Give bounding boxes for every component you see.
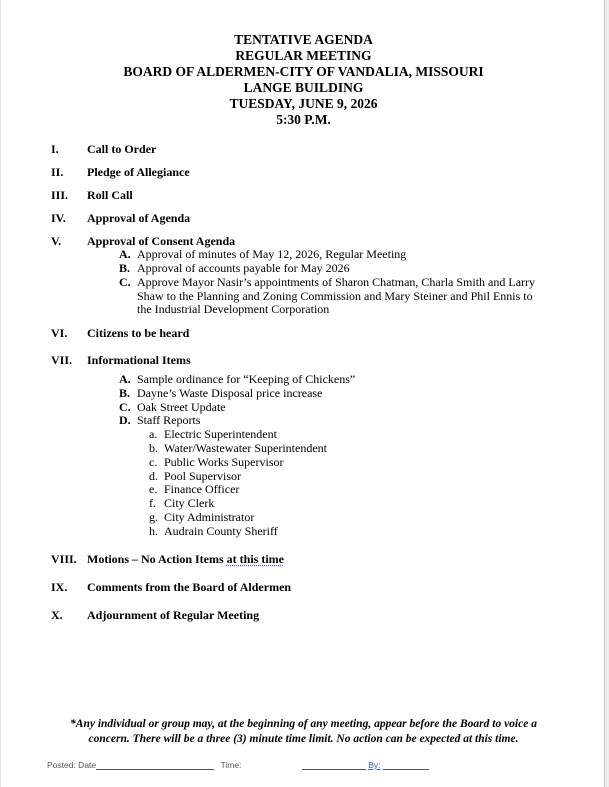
sub-text: Approve Mayor Nasir’s appointments of Sharon Chatman, Charla Smith and Larry Shaw to the Planning and Zoning Commission and Mary Steiner and Phil Ennis to the Industrial Development Corporation	[137, 275, 536, 317]
sub-letter: e.	[149, 482, 158, 496]
sub-text: Sample ordinance for “Keeping of Chickens”	[137, 372, 356, 386]
item-number: IV.	[51, 211, 66, 225]
header-board: BOARD OF ALDERMEN-CITY OF VANDALIA, MISSOURI	[123, 64, 484, 79]
agenda-item-adjournment	[51, 608, 259, 622]
sub-text: Pool Supervisor	[164, 469, 242, 483]
agenda-item-consent-agenda	[51, 234, 235, 248]
item-label: Approval of Consent Agenda	[87, 234, 236, 248]
item-number: III.	[51, 188, 69, 202]
sub-text: Audrain County Sheriff	[164, 524, 278, 538]
public-comment-note	[1, 717, 606, 746]
item-label: Pledge of Allegiance	[87, 165, 190, 179]
staff-report-item	[149, 456, 283, 470]
sub-letter: a.	[149, 427, 158, 441]
item-number: II.	[51, 165, 64, 179]
item-label: Roll Call	[87, 188, 133, 202]
consent-item-a	[119, 248, 559, 262]
sub-text: Approval of accounts payable for May 2026	[137, 261, 350, 275]
header-meeting-type: REGULAR MEETING	[235, 48, 372, 63]
sub-letter: C.	[119, 400, 131, 414]
posted-by-blank	[383, 760, 429, 770]
sub-letter: A.	[119, 372, 131, 386]
sub-letter: f.	[149, 496, 156, 510]
item-label: Comments from the Board of Aldermen	[87, 580, 292, 594]
posted-by-label: By:	[368, 760, 381, 770]
sub-text: Water/Wastewater Superintendent	[164, 441, 328, 455]
window-edge	[605, 0, 609, 787]
info-item-d	[119, 414, 559, 428]
sub-text: Staff Reports	[137, 413, 201, 427]
agenda-header	[1, 32, 606, 128]
item-label: Citizens to be heard	[87, 326, 190, 340]
sub-letter: c.	[149, 455, 158, 469]
sub-letter: D.	[119, 413, 131, 427]
staff-report-item	[149, 525, 278, 539]
consent-item-c	[119, 276, 549, 317]
agenda-item-comments	[51, 580, 291, 594]
item-number: X.	[51, 608, 63, 622]
staff-report-item	[149, 511, 254, 525]
staff-report-item	[149, 497, 214, 511]
sub-text: Electric Superintendent	[164, 427, 277, 441]
header-location: LANGE BUILDING	[243, 80, 364, 95]
header-date: TUESDAY, JUNE 9, 2026	[229, 96, 378, 111]
header-title: TENTATIVE AGENDA	[234, 32, 373, 47]
sub-letter: A.	[119, 247, 131, 261]
item-number: V.	[51, 234, 62, 248]
sub-letter: B.	[119, 261, 131, 275]
sub-text: City Administrator	[164, 510, 255, 524]
header-time: 5:30 P.M.	[276, 112, 331, 127]
item-number: I.	[51, 142, 59, 156]
item-label: Approval of Agenda	[87, 211, 191, 225]
consent-item-b	[119, 262, 559, 276]
info-item-b	[119, 387, 559, 401]
sub-text: Oak Street Update	[137, 400, 226, 414]
agenda-item-motions	[51, 552, 284, 566]
item-label: Adjournment of Regular Meeting	[87, 608, 260, 622]
posted-date-label: Posted: Date	[47, 760, 97, 770]
posted-time-blank	[302, 760, 366, 770]
note-line-1: *Any individual or group may, at the beginning of any meeting, appear before the Board to voice a	[70, 718, 537, 730]
item-label: Informational Items	[87, 353, 191, 367]
sub-letter: g.	[149, 510, 158, 524]
sub-letter: h.	[149, 524, 158, 538]
agenda-item-approval-agenda	[51, 211, 190, 225]
sub-letter: d.	[149, 469, 158, 483]
item-label-spellcheck: at this time	[226, 552, 284, 566]
item-label: Motions – No Action Items	[87, 552, 227, 566]
agenda-item-informational	[51, 353, 191, 367]
staff-report-item	[149, 442, 327, 456]
agenda-item-citizens	[51, 326, 189, 340]
staff-report-item	[149, 483, 239, 497]
posted-line	[47, 760, 429, 770]
sub-letter: C.	[119, 275, 131, 289]
sub-text: City Clerk	[164, 496, 215, 510]
sub-text: Finance Officer	[164, 482, 240, 496]
sub-text: Approval of minutes of May 12, 2026, Regular Meeting	[137, 247, 407, 261]
item-number: IX.	[51, 580, 68, 594]
item-label: Call to Order	[87, 142, 157, 156]
sub-text: Public Works Supervisor	[164, 455, 284, 469]
item-number: VII.	[51, 353, 73, 367]
agenda-item-pledge	[51, 165, 190, 179]
sub-letter: b.	[149, 441, 158, 455]
item-number: VIII.	[51, 552, 77, 566]
staff-report-item	[149, 428, 277, 442]
posted-time-label: Time:	[220, 760, 242, 770]
agenda-item-call-to-order	[51, 142, 156, 156]
posted-date-blank	[96, 760, 214, 770]
sub-letter: B.	[119, 386, 131, 400]
sub-text: Dayne’s Waste Disposal price increase	[137, 386, 323, 400]
item-number: VI.	[51, 326, 68, 340]
note-line-2: concern. There will be a three (3) minute time limit. No action can be expected at this time.	[88, 732, 519, 745]
agenda-item-roll-call	[51, 188, 133, 202]
info-item-a	[119, 373, 559, 387]
